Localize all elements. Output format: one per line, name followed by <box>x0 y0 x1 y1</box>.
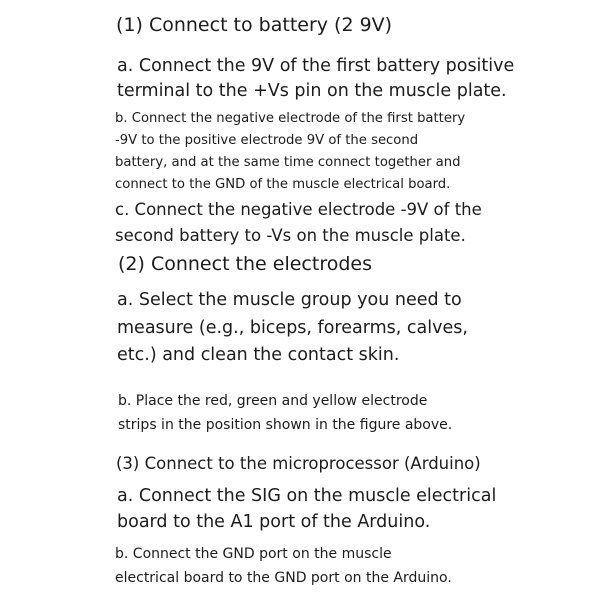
section-2-step-a-line-2: measure (e.g., biceps, forearms, calves, <box>117 318 468 338</box>
section-2-step-b-line-1: b. Place the red, green and yellow electrode <box>118 393 428 409</box>
section-3-step-a-line-2: board to the A1 port of the Arduino. <box>117 512 431 532</box>
section-1-step-b-line-3: battery, and at the same time connect together and <box>115 155 461 170</box>
section-1-step-a-line-1: a. Connect the 9V of the first battery positive <box>117 56 515 76</box>
section-2-step-b-line-2: strips in the position shown in the figure above. <box>118 417 453 433</box>
section-1-step-b-line-4: connect to the GND of the muscle electrical board. <box>115 177 451 192</box>
section-1-step-c-line-2: second battery to -Vs on the muscle plate. <box>115 226 466 245</box>
section-2-step-a-line-3: etc.) and clean the contact skin. <box>117 345 400 365</box>
section-1-heading: (1) Connect to battery (2 9V) <box>116 14 393 36</box>
section-3-heading: (3) Connect to the microprocessor (Arduino) <box>116 454 481 473</box>
section-1-step-b-line-1: b. Connect the negative electrode of the first battery <box>115 111 466 126</box>
section-1-step-a-line-2: terminal to the +Vs pin on the muscle plate. <box>117 81 507 101</box>
section-3-step-a-line-1: a. Connect the SIG on the muscle electrical <box>117 486 497 506</box>
section-3-step-b-line-2: electrical board to the GND port on the Arduino. <box>115 570 452 586</box>
section-2-step-a-line-1: a. Select the muscle group you need to <box>117 290 462 310</box>
section-3-step-b-line-1: b. Connect the GND port on the muscle <box>115 546 392 562</box>
section-1-step-b-line-2: -9V to the positive electrode 9V of the second <box>115 133 419 148</box>
section-2-heading: (2) Connect the electrodes <box>118 253 372 275</box>
section-1-step-c-line-1: c. Connect the negative electrode -9V of the <box>115 200 482 219</box>
